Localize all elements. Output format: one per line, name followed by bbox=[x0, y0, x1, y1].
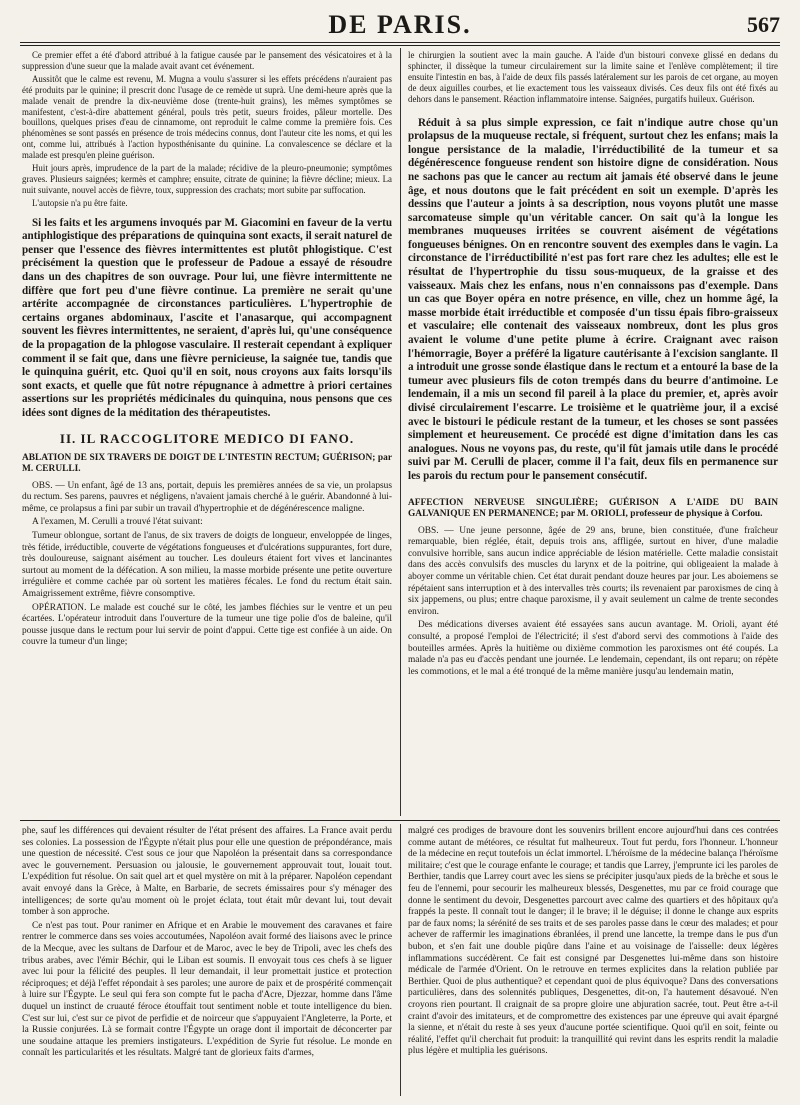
text-block-orioli bbox=[408, 526, 778, 679]
column-top-left bbox=[22, 50, 392, 818]
header-rule bbox=[20, 42, 780, 43]
page-number: 567 bbox=[747, 12, 780, 37]
paragraph: Réduit à sa plus simple expression, ce fait n'indique autre chose qu'un prolapsus de la muqueuse rectale, si fréquent, surtout chez les enfans; mais la longue persistance de la maladie, l'irréductibilité de la tumeur et sa dégénérescence fongueuse rendent son histoire digne de considération. Nous ne sachons pas que le cancer au rectum ait jamais été observé dans le jeune âge, et nous doutons que le fait précédent en soit un exemple. D'après les dessins que l'auteur a joints à sa description, nous voyons plutôt une masse sarcomateuse simple qu'un véritable cancer. On sait qu'à la longue les membranes muqueuses irritées se couvrent aisément de végétations fongueuses bénignes. On en rencontre souvent des exemples dans le vagin. La circonstance de l'irréductibilité n'est pas fort rare chez les adultes; elle est le résultat de l'hypertrophie du tissu sous-muqueux, de la graisse et des vaisseaux. Mais chez les enfans, nous n'en connaissons pas d'exemple. Dans un cas que Boyer opéra en notre présence, en ville, chez un homme âgé, la masse morbide était irréductible et composée d'un tissu épais fibro-graisseux et vasculaire; elle contenait des vaisseaux nombreux, dont les plus gros avaient le volume d'une petite plume à écrire. Craignant avec raison l'hémorragie, Boyer a préféré la ligature cautérisante à l'excision sanglante. Il a introduit une grosse sonde élastique dans le rectum et a entouré la base de la tumeur avec plusieurs fils de coton trempés dans du beurre d'antimoine. Le lendemain, il a mis un second fil pareil à la place du premier, et, après avoir divisé circulairement l'escarre. Le troisième et le quatrième jour, il a excisé avec le bistouri le pédicule restant de la tumeur, et les choses se sont passées simplement et heureusement. Ce procédé est digne d'imitation dans les cas analogues. Nous ne voyons pas, du reste, qu'il fût jamais utile dans le procédé suivi par M. Cerulli de placer, comme il l'a fait, deux fils en permanence sur les parois du rectum pour le pansement consécutif. bbox=[408, 116, 778, 482]
paragraph: phe, sauf les différences qui devaient résulter de l'état présent des affaires. La France avait perdu ses colonies. La possession de l'Égypte n'était plus pour elle une question de prépondérance, mais une question de nécessité. C'est sous ce jour que Napoléon la présentait dans sa correspondance avec le gouvernement. Persuasion ou jalousie, le gouvernement approuvait tout, louait tout. L'expédition fut résolue. On sait quel art et quel mystère on mit à la préparer. Napoléon cependant avait envoyé dans la Grèce, à Malte, en Barbarie, de secrets émissaires pour s'y ménager des intelligences; de sorte qu'au moment où le projet éclata, tout était mûr devant lui, tout devait tomber à son approche. bbox=[22, 826, 392, 918]
article-subheading: ABLATION DE SIX TRAVERS DE DOIGT DE L'INTESTIN RECTUM; GUÉRISON; par M. CERULLI. bbox=[22, 452, 392, 474]
text-block-ablation bbox=[22, 481, 392, 649]
paragraph: OPÉRATION. Le malade est couché sur le côté, les jambes fléchies sur le ventre et un peu écartées. L'opérateur introduit dans l'ouverture de la tumeur une tige polie d'os de baleine, qu'il pousse jusque dans le rectum pour lui servir de point d'appui. Cette tige est confiée à un aide. On couvre la tumeur d'un linge; bbox=[22, 602, 392, 648]
paragraph: L'autopsie n'a pu être faite. bbox=[32, 197, 128, 208]
page-header bbox=[20, 10, 780, 40]
column-divider-bottom bbox=[400, 824, 401, 1096]
paragraph: Aussitôt que le calme est revenu, M. Mugna a voulu s'assurer si les effets précédens n'auraient pas été produits par le quinine; il prescrit donc l'usage de ce remède ut suprà. Une demi-heure après que la malade venait de prendre la dix-neuvième dose (trente-huit grains), les mêmes symptômes se manifestent, c'est-à-dire abattement général, pouls très petit, sueurs froides, pâleur mortelle. Des bouillons, quelques prises d'eau de cinnamome, ont reproduit le calme comme la première fois. Ces phénomènes se sont passés en présence de trois médecins connus, dont l'auteur cite les noms, et qui les ont, comme lui, attribués à l'action hyposthénisante du quinine. La convalescence se déclare et la malade est presqu'en pleine guérison. bbox=[22, 73, 392, 161]
paragraph: Des médications diverses avaient été essayées sans aucun avantage. M. Orioli, ayant été consulté, a proposé l'emploi de l'électricité; il s'est d'abord servi des commotions à l'aide des bouteilles armées. Après la huitième ou dixième commotion les paroxismes ont été coupés. La malade n'a pas eu d'accès pendant une journée. Le lendemain, cependant, ils ont reparu; on répète les commotions, et le mal a été tronqué de la même manière jusqu'au lendemain matin, bbox=[408, 620, 778, 677]
paragraph: Ce n'est pas tout. Pour ranimer en Afrique et en Arabie le mouvement des caravanes et faire rentrer le commerce dans ses voies accoutumées, Napoléon avait formé des liaisons avec le prince de la Mecque, avec les sultans de Darfour et de Maroc, avec le bey de Tripoli, avec les chefs des tribus arabes, avec l'émir Béchir, qui le Liban est soumis. Il envoyait tous ces chefs à se liguer avec lui pour la félicité des peuples. Il leur demandait, il leur promettait justice et protection réciproques; et déjà l'effet répondait à ses paroles; une aurore de paix et de prospérité commençait à luire sur l'Égypte. Le seul qui fera son compte fut le pacha d'Acre, Djezzar, homme dans l'âme duquel un instinct de cruauté féroce étouffait tout sentiment noble et toute intelligence du bien. C'est sur lui, c'est sur ce pivot de perfidie et de noirceur que s'appuyaient l'Angleterre, la Porte, et la Russie conjurées. Là se formait contre l'Égypte un orage dont il importait de déconcerter par une soudaine attaque les premiers instigateurs. L'expédition de Syrie fut résolue. Le monde en connaît les particularités et les résultats. Malgré tant de glorieux faits d'armes, bbox=[22, 920, 392, 1059]
text-block-operation bbox=[408, 50, 778, 105]
paragraph: Ce premier effet a été d'abord attribué à la fatigue causée par le pansement des vésicatoires et à la suppression d'une sueur que la malade avait avant cet événement. bbox=[22, 50, 392, 71]
paragraph: OBS. — Un enfant, âgé de 13 ans, portait, depuis les premières années de sa vie, un prolapsus du rectum. Ses parens, pauvres et négligens, n'avaient jamais cherché à le guérir. Abandonné à lui-même, ce prolapsus a fini par subir un travail d'hypertrophie et de dégénérescence maligne. bbox=[22, 480, 392, 514]
text-block-commentary bbox=[408, 117, 778, 484]
column-top-right bbox=[408, 50, 778, 818]
paragraph: A l'examen, M. Cerulli a trouvé l'état suivant: bbox=[32, 517, 203, 528]
paragraph: Huit jours après, imprudence de la part de la malade; récidive de la pleuro-pneumonie; symptômes graves. Plusieurs saignées; kermès et camphre; ensuite, citrate de quinine; la fièvre décline; mieux. La nuit suivante, nouvel accès de fièvre, toux, suppression des crachats; mort subite par suffocation. bbox=[22, 163, 392, 195]
paragraph: Si les faits et les argumens invoqués par M. Giacomini en faveur de la vertu antiphlogistique des préparations de quinquina sont exacts, il serait naturel de penser que l'essence des fièvres intermittentes est plutôt phlogistique. C'est précisément la question que le professeur de Padoue a essayé de résoudre dans un des chapitres de son ouvrage. Pour lui, une fièvre intermittente ne diffère que fort peu d'une fièvre continue. La première ne serait qu'une artérite accompagnée de circonstances particulières. L'hypertrophie de certains organes abdominaux, l'ascite et l'anasarque, qui accompagnent souvent les fièvres intermittentes, ne seraient, d'après lui, qu'une conséquence de la propagation de la phlogose vasculaire. Il resterait cependant à expliquer comment il se fait que, dans une fièvre pernicieuse, la saignée tue, tandis que le quinquina guérit, etc. Quoi qu'il en soit, nous croyons aux faits lorsqu'ils sont exacts, et quelle que fût notre répugnance à admettre à priori certaines assertions sur les propriétés médicinales du quinquina, nous pensons que ces idées sont dignes de la méditation des thérapeutistes. bbox=[22, 216, 392, 419]
text-block-quinine bbox=[22, 50, 392, 209]
section-heading: II. IL RACCOGLITORE MEDICO DI FANO. bbox=[59, 430, 355, 446]
article-subheading: AFFECTION NERVEUSE SINGULIÈRE; GUÉRISON A L'AIDE DU BAIN GALVANIQUE EN PERMANENCE; par M. ORIOLI, professeur de physique à Corfou. bbox=[408, 497, 778, 519]
text-block-giacomini bbox=[22, 217, 392, 421]
paragraph: Tumeur oblongue, sortant de l'anus, de six travers de doigts de longueur, enveloppée de linges, très fétide, irréductible, couverte de végétations fongueuses et d'ulcérations suppurantes, fort dure, très douloureuse, saignant aisément au toucher. Les douleurs étaient fort vives et lancinantes surtout au moment de la défécation. A son milieu, la masse morbide présente une petite ouverture irrégulière et comme cachée par où sortent les matières fécales. Le fond du rectum était sain. Amaigrissement extrême, fièvre consomptive. bbox=[22, 530, 392, 599]
column-bottom-left bbox=[22, 826, 392, 1098]
column-bottom-right bbox=[408, 826, 778, 1098]
paragraph: OBS. — Une jeune personne, âgée de 29 ans, brune, bien constituée, d'une fraîcheur remarquable, bien réglée, était, depuis trois ans, affligée, surtout en hiver, d'une maladie convulsive horrible, sans aucun indice appréciable de lésion matérielle. Cette maladie consistait dans des accès convulsifs des muscles du larynx et de la poitrine, qui obligeaient la malade à aboyer comme un véritable chien. Cet état durait pendant douze heures par jour. Les aboiemens se répétaient sans interruption et à des intervalles très courts; ils revenaient par paroxismes de cinq à six jappemens, ou plus; entre chaque paroxisme, il y avait seulement un calme de trente secondes environ. bbox=[408, 525, 778, 617]
column-divider-top bbox=[400, 48, 401, 816]
paragraph: le chirurgien la soutient avec la main gauche. A l'aide d'un bistouri convexe glissé en dedans du sphincter, il dissèque la tumeur circulairement sur la limite saine et l'enlève complètement; il tire ensuite l'intestin en bas, à l'aide de deux fils passés latéralement sur les parois de cet organe, au moyen de deux aiguilles courbes, et lie exactement tous les vaisseaux divisés. Ces deux fils ont été fixés au dehors dans le pansement. Réaction inflammatoire intense. Saignées, purgatifs huileux. Guérison. bbox=[408, 50, 778, 104]
section-rule bbox=[20, 820, 780, 821]
page-title: DE PARIS. bbox=[328, 10, 472, 39]
header-rule-double bbox=[20, 45, 780, 46]
paragraph: malgré ces prodiges de bravoure dont les souvenirs brillent encore aujourd'hui dans ces contrées comme autant de météores, ce résultat fut malheureux. Tout fut perdu, fors l'honneur. L'honneur de la médecine en reçut toutefois un éclat immortel. L'héroïsme de la médecine balança l'héroïsme militaire; c'est que le courage enfante le courage; et tandis que Larrey, j'emprunte ici les paroles de Berthier, tandis que Larrey court avec les siens se précipiter jusqu'aux pieds de la brèche et sous le feu de l'ennemi, pour secourir les malheureux blessés, Desgenettes, mu par ce froid courage que donne le sentiment du devoir, Desgenettes parcourt avec calme des quartiers et des hôpitaux qu'a frappés la peste. Il connaît tout le danger; il le brave; il le déguise; il donne le change aux esprits par de faux noms; la sérénité de ses traits et de ses paroles passe dans le cœur des malades; et pour achever de raffermir les imaginations ébranlées, il prend une lancette, la trempe dans le pus d'un bubon, et s'en fait une double piqûre dans l'aine et au voisinage de l'aisselle: deux légères inflammations succédèrent. Ce fait est consigné par Desgenettes lui-même dans son histoire médicale de l'armée d'Orient. On le retrouve en termes explicites dans la relation publiée par Berthier. Quoi de plus authentique? et cependant quoi de plus équivoque? Dans des conversations particulières, dans des solennités publiques, Desgenettes, dit-on, l'a hautement désavoué. N'en croyons rien pourtant. Il craignait de sa propre gloire une abjuration sacrée, tout. Peut être a-t-il craint d'avoir des imitateurs, et de compromettre des existences par une épreuve qui avait épargné la sienne, et n'était du reste à ses yeux d'aucune portée scientifique. Quoi qu'il en soit, feinte ou réalité, l'effet qu'il cherchait fut produit: la tranquillité qui revint dans les esprits rendit la maladie plus légère et multiplia les guérisons. bbox=[408, 826, 778, 1057]
